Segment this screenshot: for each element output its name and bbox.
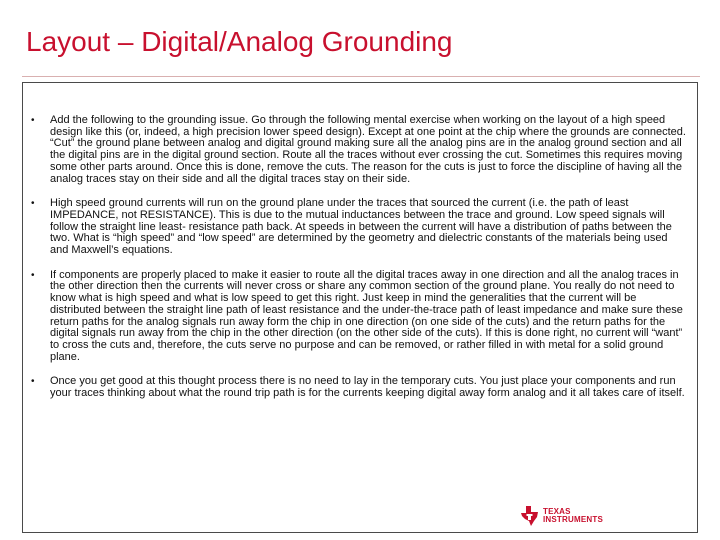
bullet-glyph: • [31, 269, 35, 281]
texas-instruments-logo [521, 506, 617, 528]
bullet-text: If components are properly placed to make it easier to route all the digital traces away in one direction and all the analog traces in the other direction then the currents will never cross or share any common section of the ground plane. You really do not need to know what is high speed and what is low speed to get this right. Just keep in mind the generalities that the current will be distributed between the straight line path of least resistance and the under-the-trace path of least impedance and make sure these return paths for the analog signals run away form the chip in one direction (on one side of the cuts) and the return paths for the digital signals run away from the chip in the other direction (on the other side of the cuts). If this is done right, no current will “want” to cross the cuts and, therefore, the cuts serve no purpose and can be removed, or rather filled in with metal for a solid ground plane. [50, 268, 683, 363]
bullet-item [28, 376, 688, 399]
bullet-item [28, 115, 688, 185]
logo-line-1: TEXAS [543, 507, 571, 516]
bullet-item [28, 198, 688, 257]
bullet-text: High speed ground currents will run on the ground plane under the traces that sourced the current (i.e. the path of least IMPEDANCE, not RESISTANCE). This is due to the mutual inductances between the trace and ground. Low speed signals will follow the straight line least- resistance path back. At speeds in between the current will have a distribution of paths between the two. What is “high speed” and “low speed” are determined by the geometry and dielectric constants of the materials being used and Maxwell’s equations. [50, 197, 672, 257]
bullet-text: Add the following to the grounding issue. Go through the following mental exercise when working on the layout of a high speed design like this (or, indeed, a high precision lower speed design). Except at one point at the chip where the grounds are connected. “Cut” the ground plane between analog and digital ground making sure all the analog pins are in the analog ground section and all the digital pins are in the digital ground section. Route all the traces without ever crossing the cut. Sometimes this requires moving some other parts around. Once this is done, remove the cuts. The reason for the cuts is just to force the discipline of having all the analog traces stay on their side and all the digital traces stay on their side. [50, 114, 686, 185]
bullet-list [28, 115, 688, 413]
logo-wordmark [543, 508, 603, 524]
title-divider [22, 76, 700, 77]
bullet-item [28, 270, 688, 364]
bullet-glyph: • [31, 198, 35, 210]
logo-line-2: INSTRUMENTS [543, 515, 603, 524]
bullet-glyph: • [31, 376, 35, 388]
slide-title: Layout – Digital/Analog Grounding [26, 26, 453, 57]
texas-state-icon [521, 506, 539, 526]
bullet-glyph: • [31, 115, 35, 126]
bullet-text: Once you get good at this thought process there is no need to lay in the temporary cuts. You just place your components and run your traces thinking about what the round trip path is for the currents keeping digital away form analog and it all takes care of itself. [50, 375, 685, 400]
